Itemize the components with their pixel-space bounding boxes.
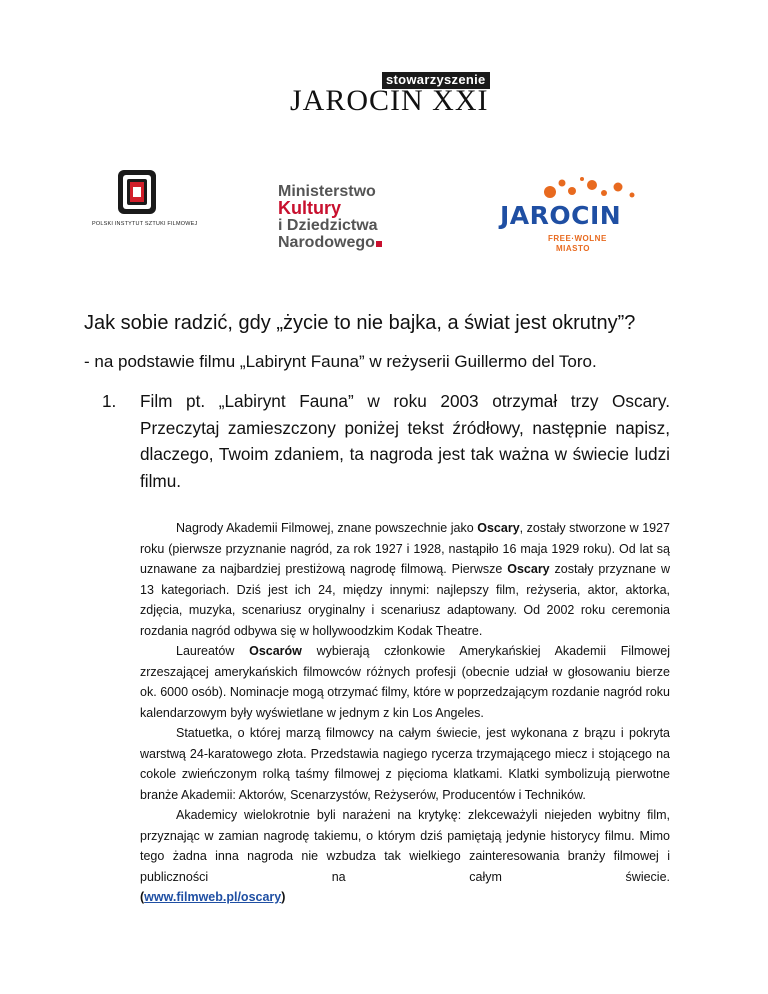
source-text	[140, 518, 670, 908]
ministry-line-1: Ministerstwo	[278, 183, 376, 200]
document-subheading: - na podstawie filmu „Labirynt Fauna” w reżyserii Guillermo del Toro.	[84, 352, 597, 371]
ministry-line-3: i Dziedzictwa	[278, 217, 378, 234]
pisf-logo	[92, 168, 242, 238]
ministry-line-4	[278, 234, 408, 251]
jarocin-xxi-logo	[290, 72, 489, 128]
ministry-line-4-text: Narodowego	[278, 234, 375, 251]
task-number: 1.	[102, 391, 117, 411]
source-paragraph-3: Statuetka, o której marzą filmowcy na całym świecie, jest wykonana z brązu i pokryta warstwą 24-karatowego złota. Przedstawia nagiego rycerza trzymającego miecz i stojącego na cokole zwieńczonym rolką taśmy filmowej z pięcioma klatkami. Klatki symbolizują pierwotne branże Akademii: Aktorów, Scenarzystów, Reżyserów, Producentów i Techników.	[140, 726, 670, 802]
source-p2-text-b: wybierają członkowie Amerykańskiej Akademii Filmowej zrzeszającej amerykańskich filmowców różnych profesji (obecnie udział w głosowaniu bierze ok. 6000 osób). Nominacje mogą otrzymać filmy, które w poprzedzającym rozdanie nagród roku kalendarzowym były wyświetlane w jednym z kin Los Angeles.	[140, 644, 670, 720]
source-p1-bold-b: Oscary	[507, 562, 550, 576]
source-p2-text-a: Laureatów	[176, 644, 250, 658]
ministry-line-2: Kultury	[278, 198, 341, 218]
document-heading: Jak sobie radzić, gdy „życie to nie bajka, a świat jest okrutny”?	[84, 312, 636, 334]
task-item	[102, 388, 670, 494]
jarocin-wordmark: JAROCIN	[500, 201, 622, 230]
ministry-dot-icon	[376, 241, 382, 247]
source-citation	[140, 887, 670, 908]
jarocin-xxi-title: JAROCIN XXI	[290, 84, 489, 117]
source-paragraph-2	[140, 641, 670, 723]
jarocin-tagline-1: FREE·WOLNE	[548, 234, 607, 243]
source-p1-text-b: , zostały stworzone w 1927 roku (pierwsze przyznanie nagród, za rok 1927 i 1928, nastąpiło 16 maja 1929 roku). Od lat są uznawane za najbardziej prestiżową nagrodę filmową. Pierwsze	[140, 521, 670, 576]
source-p1-text-c: zostały przyznane w 13 kategoriach. Dziś jest ich 24, między innymi: najlepszy film, reżyseria, aktor, aktorka, zdjęcia, muzyka, scenariusz oryginalny i scenariusz adaptowany. Od 2002 roku ceremonia rozdania nagród odbywa się w hollywoodzkim Kodak Theatre.	[140, 562, 670, 638]
source-p1-text-a: Nagrody Akademii Filmowej, znane powszechnie jako	[176, 521, 478, 535]
source-paragraph-4: Akademicy wielokrotnie byli narażeni na krytykę: zlekceważyli niejeden wybitny film, przyznając w zamian nagrodę takiemu, o którym dziś pamiętają jedynie historycy filmu. Mimo tego żadna inna nagroda nie wzbudza tak wielkiego zainteresowania branży filmowej i publiczności na całym świecie.	[140, 808, 670, 884]
citation-open-paren: (	[140, 890, 145, 904]
source-link[interactable]: www.filmweb.pl/oscary	[144, 890, 282, 904]
ministry-logo	[278, 183, 408, 251]
pisf-emblem-icon	[92, 168, 242, 218]
source-p2-bold: Oscarów	[249, 644, 302, 658]
jarocin-tagline-2: MIASTO	[556, 244, 590, 253]
jarocin-logo	[496, 175, 666, 265]
citation-close-paren: )	[281, 890, 286, 904]
stowarzyszenie-badge: stowarzyszenie	[382, 72, 490, 89]
source-paragraph-1	[140, 518, 670, 641]
pisf-label: POLSKI INSTYTUT SZTUKI FILMOWEJ	[92, 221, 198, 227]
source-p1-bold-a: Oscary	[477, 521, 520, 535]
task-text: Film pt. „Labirynt Fauna” w roku 2003 otrzymał trzy Oscary. Przeczytaj zamieszczony poniżej tekst źródłowy, następnie napisz, dlaczego, Twoim zdaniem, ta nagroda jest tak ważna w świecie ludzi filmu.	[140, 391, 670, 491]
